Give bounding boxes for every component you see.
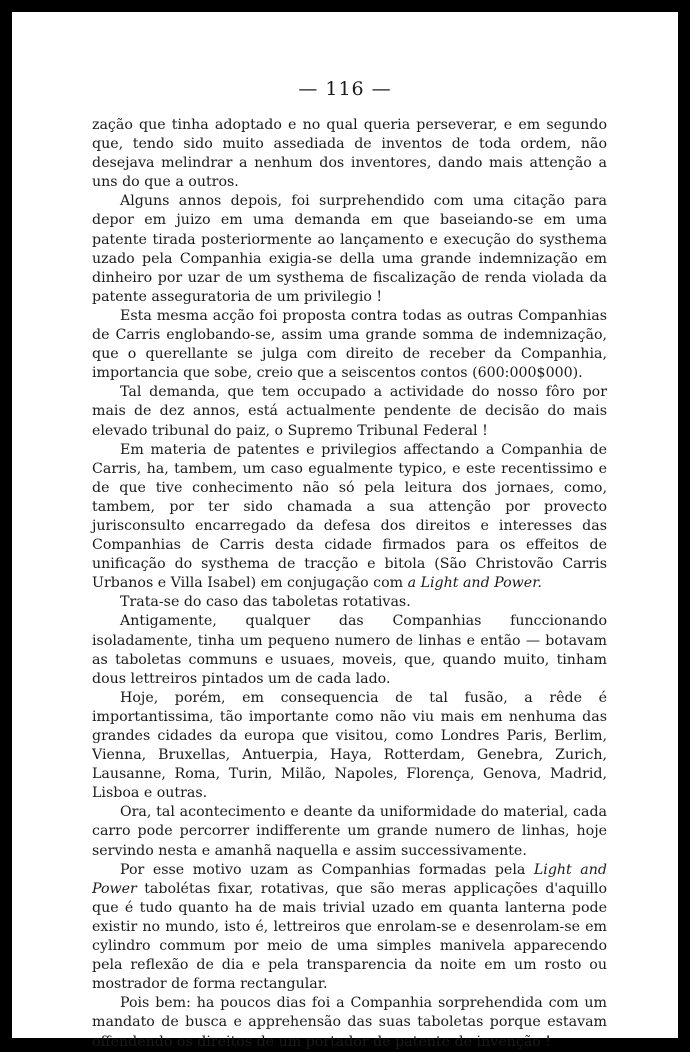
- paragraph-10: [92, 861, 607, 995]
- paragraph-8: Hoje, porém, em consequencia de tal fusão, a rêde é importantissima, tão importante como não viu mais em nenhuma das grandes cidades da europa que visitou, como Londres Paris, Berlim, Vienna, Bruxellas, Antuerpia, Haya, Rotterdam, Genebra, Zurich, Lausanne, Roma, Turin, Milão, Napoles, Florença, Genova, Madrid, Lisboa e outras.: [92, 689, 607, 802]
- paragraph-10-text-a: Por esse motivo uzam as Companhias formadas pela: [120, 861, 526, 878]
- paragraph-5: [92, 441, 607, 594]
- paragraph-11: Pois bem: ha poucos dias foi a Companhia sorprehendida com um mandato de busca e apprehensão das suas taboletas porque estavam offendendo os direitos de um portador de patente de invenção !: [92, 995, 607, 1050]
- document-page: [12, 12, 678, 1050]
- paragraph-4: Tal demanda, que tem occupado a actividade do nosso fôro por mais de dez annos, está actualmente pendente de decisão do mais elevado tribunal do paiz, o Supremo Tribunal Federal !: [92, 384, 607, 439]
- paragraph-10-text-b: tabolétas fixar, rotativas, que são meras applicações d'aquillo que é tudo quanto ha de mais trivial uzado em quanta lanterna pode existir no mundo, isto é, lettreiros que enrolam-se e desenrolam-se em cylindro commum por meio de uma simples manivela apparecendo pela reflexão de dia e pela transparencia da noite em um rosto ou mostrador de forma rectangular.: [92, 880, 608, 993]
- paragraph-1: zação que tinha adoptado e no qual queria perseverar, e em segundo que, tendo sido muito assediada de inventos de toda ordem, não desejava melindrar a nenhum dos inventores, dando mais attenção a uns do que a outros.: [92, 117, 607, 191]
- page-number: — 116 —: [298, 78, 392, 100]
- italic-light-and-power-2: Light and Power: [92, 861, 607, 897]
- paragraph-9: Ora, tal acontecimento e deante da uniformidade do material, cada carro pode percorrer indifferente um grande numero de linhas, hoje servindo nesta e amanhã naquella e assim successivamente.: [92, 804, 607, 859]
- paragraph-3: Esta mesma acção foi proposta contra todas as outras Companhias de Carris englobando-se, assim uma grande somma de indemnização, que o querellante se julga com direito de receber da Companhia, importancia que sobe, creio que a seiscentos contos (600:000$000).: [92, 307, 607, 382]
- body-text: [92, 116, 607, 1052]
- paragraph-6: Trata-se do caso das taboletas rotativas.: [120, 594, 411, 611]
- italic-light-and-power: a Light and Power.: [407, 575, 542, 592]
- paragraph-7: Antigamente, qualquer das Companhias funccionando isoladamente, tinha um pequeno numero de linhas e então — botavam as taboletas communs e usuaes, moveis, que, quando muito, tinham dous lettreiros pintados um de cada lado.: [92, 613, 607, 687]
- paragraph-2: Alguns annos depois, foi surprehendido com uma citação para depor em juizo em uma demanda em que baseiando-se em uma patente tirada posteriormente ao lançamento e execução do systhema uzado pela Companhia exigia-se della uma grande indemnização em dinheiro por uzar de um systhema de fiscalização de renda violada da patente asseguratoria de um privilegio !: [92, 193, 607, 305]
- paragraph-5-text: Em materia de patentes e privilegios affectando a Companhia de Carris, ha, tambem, um caso egualmente typico, e este recentissimo e de que tive conhecimento não só pela leitura dos jornaes, como, tambem, por ter sido chamada a sua attenção por provecto jurisconsulto encarregado da defesa dos direitos e interesses das Companhias de Carris desta cidade firmados para os effeitos de unificação do systhema de tracção e bitola (São Christovão Carris Urbanos e Villa Isabel) em conjugação com: [92, 441, 607, 592]
